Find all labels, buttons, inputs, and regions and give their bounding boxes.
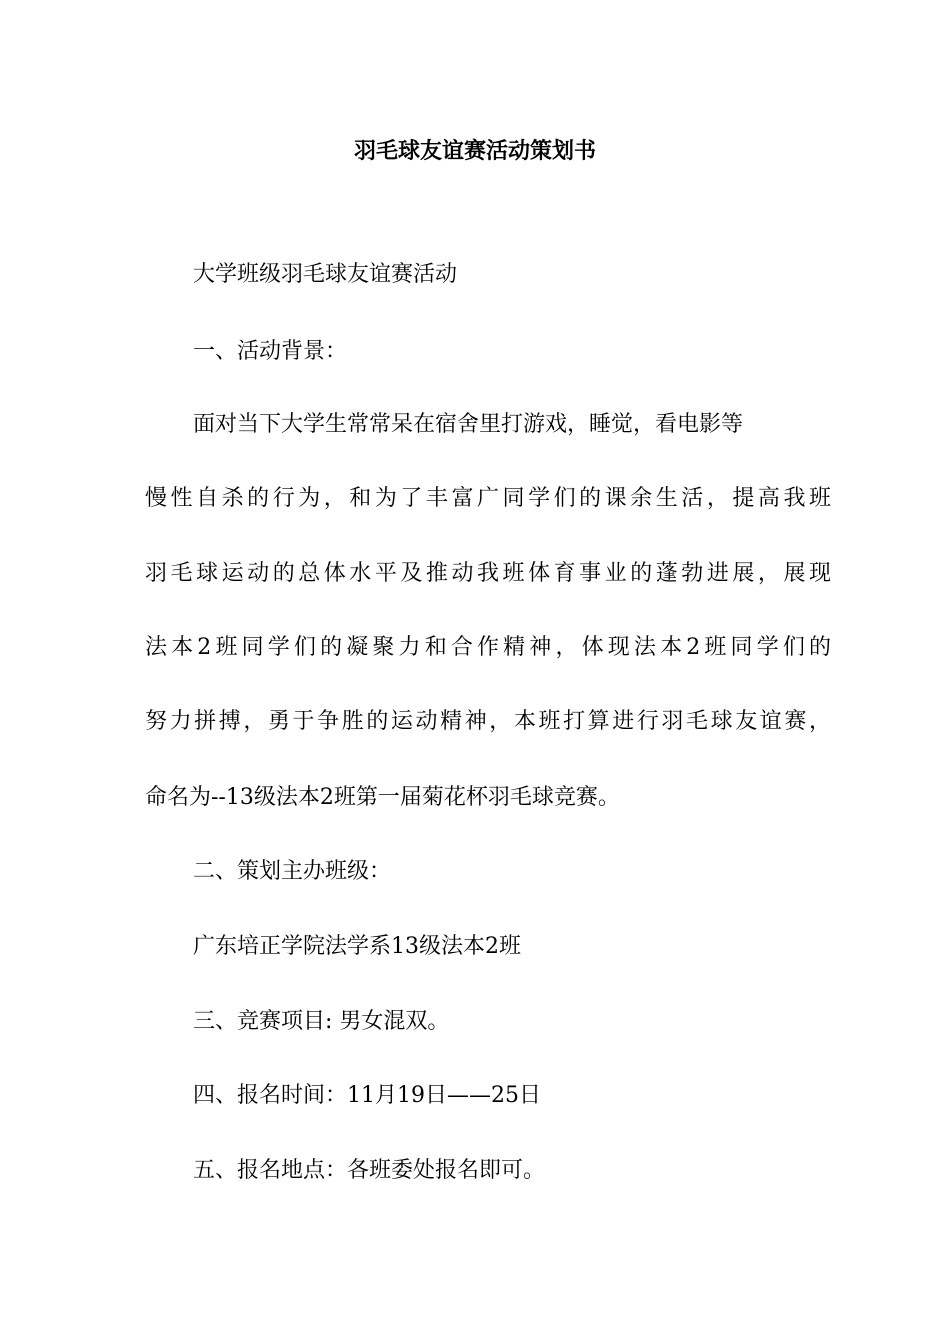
paragraph-line: 羽毛球运动的总体水平及推动我班体育事业的蓬勃进展，展现 [145,561,831,586]
paragraph-line: 命名为--13级法本2班第一届菊花杯羽毛球竞赛。 [145,785,620,810]
document-subtitle: 大学班级羽毛球友谊赛活动 [193,262,458,287]
section-registration-time: 四、报名时间：11月19日——25日 [193,1083,541,1108]
document-title: 羽毛球友谊赛活动策划书 [353,138,596,164]
paragraph-line: 面对当下大学生常常呆在宿舍里打游戏，睡觉，看电影等 [193,412,744,437]
paragraph-line: 慢性自杀的行为，和为了丰富广同学们的课余生活，提高我班 [145,486,831,511]
section-heading-organizer: 二、策划主办班级： [193,859,392,884]
paragraph-line: 法本2班同学们的凝聚力和合作精神，体现法本2班同学们的 [145,635,831,660]
section-heading-background: 一、活动背景： [193,339,348,364]
organizer-text: 广东培正学院法学系13级法本2班 [193,934,521,959]
section-event-type: 三、竞赛项目: 男女混双。 [193,1009,450,1034]
section-registration-place: 五、报名地点：各班委处报名即可。 [193,1158,546,1183]
paragraph-line: 努力拼搏，勇于争胜的运动精神，本班打算进行羽毛球友谊赛， [145,709,831,734]
